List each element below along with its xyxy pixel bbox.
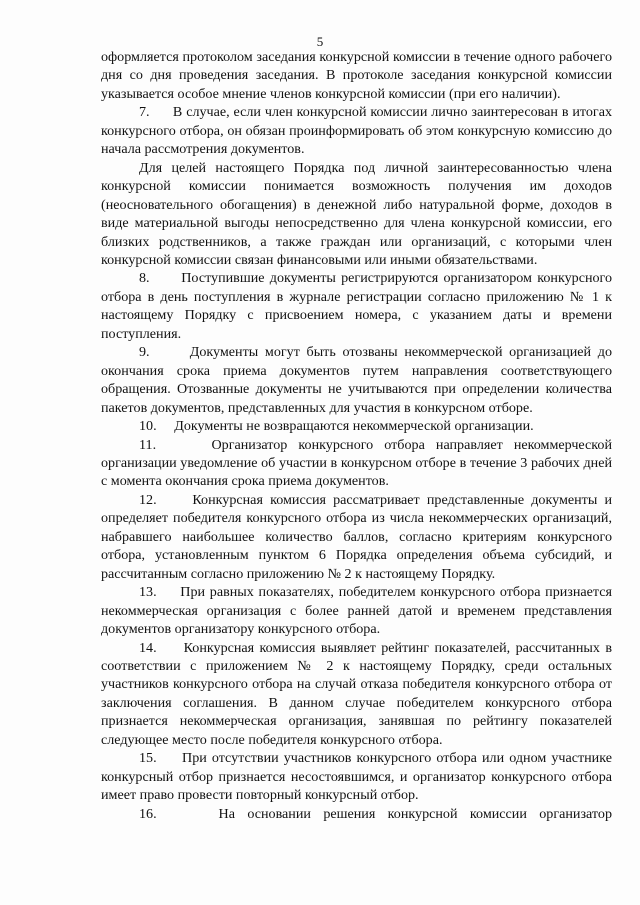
paragraph-text: Конкурсная комиссия выявляет рейтинг показателей, рассчитанных в соответствии с приложением № 2 к настоящему Порядку, среди остальных участников конкурсного отбора на случай отказа победителя конкурсного отбора от заключения соглашения. В данном случае победителем конкурсного отбора признается некоммерческая организация, занявшая по рейтингу показателей следующее место после победителя конкурсного отбора. xyxy=(101,639,612,748)
paragraph-10 xyxy=(101,417,612,435)
paragraph-number: 16. xyxy=(139,805,157,822)
paragraph-text: оформляется протоколом заседания конкурсной комиссии в течение одного рабочего дня со дня проведения заседания. В протоколе заседания конкурсной комиссии указывается особое мнение членов конкурсной комиссии (при его наличии). xyxy=(101,49,612,102)
paragraph-text: В случае, если член конкурсной комиссии лично заинтересован в итогах конкурсного отбора, он обязан проинформировать об этом конкурсную комиссию до начала рассмотрения документов. xyxy=(101,104,613,158)
paragraph-7-definition xyxy=(101,159,612,270)
paragraph-number: 14. xyxy=(139,639,157,656)
paragraph-number: 9. xyxy=(139,344,150,361)
paragraph-13 xyxy=(101,583,612,638)
paragraph-number: 13. xyxy=(139,584,157,601)
paragraph-text: Поступившие документы регистрируются организатором конкурсного отбора в день поступления в журнале регистрации согласно приложению № 1 к настоящему Порядку с присвоением номера, с указанием даты и времени поступления. xyxy=(101,270,613,342)
paragraph-continued xyxy=(101,48,612,103)
paragraph-text: Документы могут быть отозваны некоммерческой организацией до окончания срока приема документов путем направления соответствующего обращения. Отозванные документы не учитываются при определении количества пакетов документов, представленных для участия в конкурсном отборе. xyxy=(101,344,613,416)
paragraph-12 xyxy=(101,491,612,583)
paragraph-text: Конкурсная комиссия рассматривает представленные документы и определяет победителя конкурсного отбора из числа некоммерческих организаций, набравшего наибольшее количество баллов, согласно критериям конкурсного отбора, установленным пунктом 6 Порядка определения объема субсидий, и рассчитанным согласно приложению № 2 к настоящему Порядку. xyxy=(101,491,612,582)
paragraph-8 xyxy=(101,269,612,343)
paragraph-11 xyxy=(101,436,612,491)
paragraph-number: 10. xyxy=(139,418,157,435)
paragraph-text: Организатор конкурсного отбора направляет некоммерческой организации уведомление об участии в конкурсном отборе в течение 3 рабочих дней с момента окончания срока приема документов. xyxy=(101,436,612,490)
paragraph-15 xyxy=(101,749,612,804)
paragraph-text: Документы не возвращаются некоммерческой организации. xyxy=(174,418,534,435)
paragraph-number: 12. xyxy=(139,491,157,508)
paragraph-9 xyxy=(101,343,612,417)
paragraph-16 xyxy=(101,805,612,823)
paragraph-number: 7. xyxy=(139,104,150,121)
paragraph-number: 15. xyxy=(139,750,157,767)
paragraph-number: 8. xyxy=(139,270,150,287)
page-number: 5 xyxy=(316,34,324,49)
paragraph-number: 11. xyxy=(139,436,157,453)
document-body xyxy=(101,48,612,823)
paragraph-14 xyxy=(101,639,612,750)
paragraph-text: При отсутствии участников конкурсного отбора или одном участнике конкурсный отбор признается несостоявшимся, и организатор конкурсного отбора имеет право провести повторный конкурсный отбор. xyxy=(101,750,612,804)
paragraph-7 xyxy=(101,103,612,158)
paragraph-text: На основании решения конкурсной комиссии организатор xyxy=(218,805,612,822)
paragraph-text: При равных показателях, победителем конкурсного отбора признается некоммерческая организация с более ранней датой и временем представления документов организатору конкурсного отбора. xyxy=(101,584,613,638)
paragraph-text: Для целей настоящего Порядка под личной заинтересованностью члена конкурсной комиссии понимается возможность получения им доходов (неосновательного обогащения) в денежной либо натуральной форме, доходов в виде материальной выгоды непосредственно для члена конкурсной комиссии, его близких родственников, а также граждан или организаций, с которыми член конкурсной комиссии связан финансовыми или иными обязательствами. xyxy=(101,159,612,268)
